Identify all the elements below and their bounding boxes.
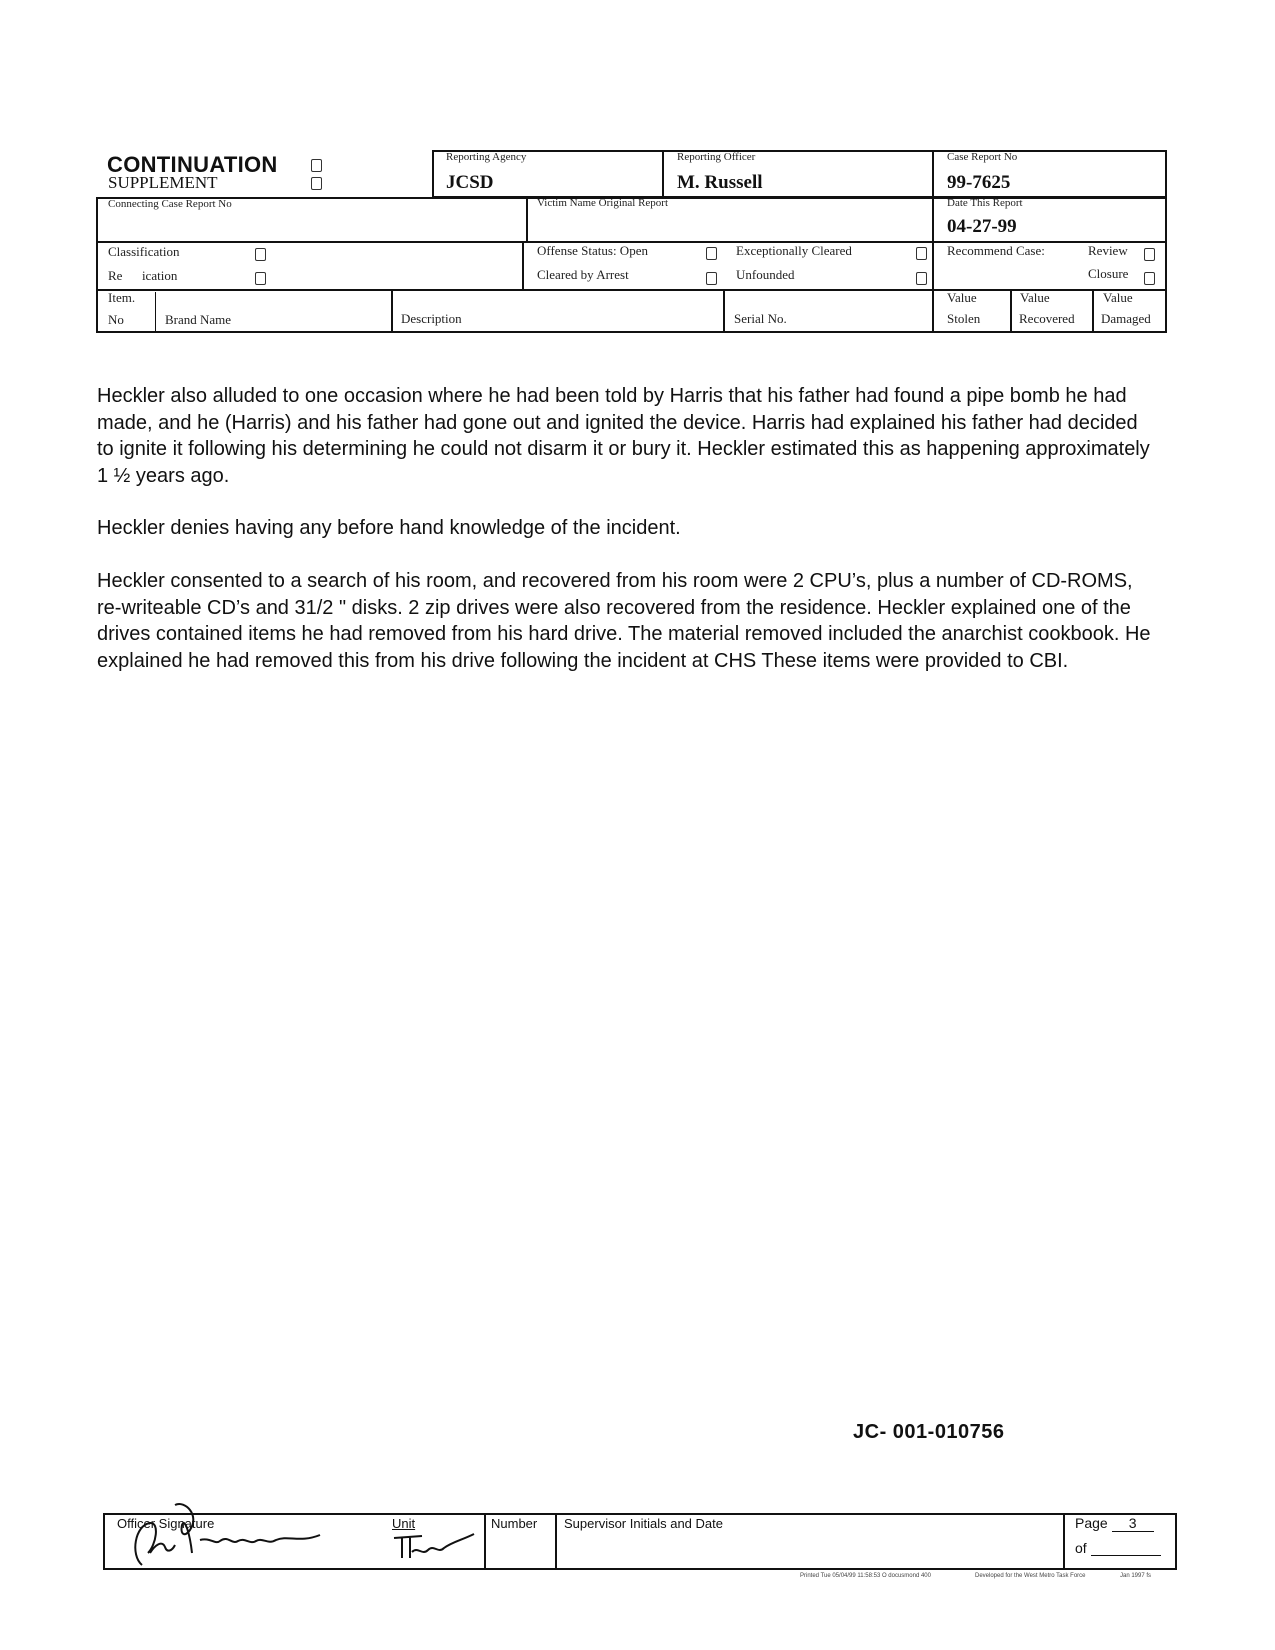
divider [932, 289, 934, 333]
divider [1092, 289, 1094, 333]
value-recovered-header-2: Recovered [1019, 311, 1075, 326]
narrative-paragraph-2 [97, 515, 1157, 542]
divider [96, 289, 1167, 291]
divider [1010, 289, 1012, 333]
closure-label: Closure [1088, 266, 1129, 281]
serial-no-header: Serial No. [734, 311, 787, 326]
unit-handwriting [392, 1530, 482, 1565]
classification-label: Classification [108, 244, 180, 259]
value-damaged-header: Value [1103, 290, 1133, 305]
item-no-header-2: No [108, 312, 124, 327]
cleared-by-arrest-label: Cleared by Arrest [537, 267, 629, 282]
reporting-agency-label: Reporting Agency [446, 151, 527, 163]
value-stolen-header: Value [947, 290, 977, 305]
fine-print-developed: Developed for the West Metro Task Force [975, 1573, 1086, 1579]
page-label-text: Page [1075, 1515, 1108, 1531]
divider [932, 197, 934, 289]
top-row-box [432, 150, 1167, 198]
paragraph-text: Heckler also alluded to one occasion where he had been told by Harris that his father had found a pipe bomb he had made, and he (Harris) and his father had gone out and ignited the device. Harris had explained his father had decided to ignite it following his determining he could not disarm it or bury it. Heckler estimated this as happening approximately 1 ½ years ago. [97, 385, 1150, 487]
form-subtitle: SUPPLEMENT [108, 173, 218, 192]
officer-signature-label: Officer Signature [117, 1516, 215, 1531]
closure-checkbox[interactable] [1144, 272, 1155, 285]
exceptionally-cleared-checkbox[interactable] [916, 247, 927, 260]
bates-number: JC- 001-010756 [853, 1421, 1005, 1443]
review-label: Review [1088, 243, 1128, 258]
item-no-header: Item. [108, 290, 136, 305]
unfounded-label: Unfounded [736, 267, 795, 282]
continuation-checkbox[interactable] [311, 159, 322, 172]
classification-checkbox[interactable] [255, 248, 266, 261]
cleared-by-arrest-checkbox[interactable] [706, 272, 717, 285]
connecting-case-label: Connecting Case Report No [108, 198, 232, 210]
reporting-agency-value: JCSD [446, 172, 494, 193]
fine-print-printed: Printed Tue 05/04/99 11:58:53 O docusmond 400 [800, 1573, 931, 1579]
victim-name-field[interactable] [537, 212, 927, 238]
paragraph-text: Heckler consented to a search of his room, and recovered from his room were 2 CPU’s, plus a number of CD-ROMS, re-writeable CD’s and 31/2 " disks. 2 zip drives were also recovered from the residence. Heckler explained one of the drives contained items he had removed from his hard drive. The material removed included the anarchist cookbook. He explained he had removed this from his drive following the incident at CHS These items were provided to CBI. [97, 570, 1151, 672]
connecting-case-field[interactable] [108, 212, 518, 238]
page-number: 3 [1112, 1515, 1154, 1532]
value-damaged-header-2: Damaged [1101, 311, 1151, 326]
value-recovered-header: Value [1020, 290, 1050, 305]
date-this-report-value: 04-27-99 [947, 216, 1017, 237]
recommend-case-label: Recommend Case: [947, 243, 1045, 258]
offense-open-checkbox[interactable] [706, 247, 717, 260]
description-header: Description [401, 311, 462, 326]
reclassification-checkbox[interactable] [255, 272, 266, 285]
narrative-paragraph-3 [97, 568, 1157, 674]
date-this-report-label: Date This Report [947, 197, 1023, 209]
of-label [1075, 1540, 1161, 1556]
supervisor-initials-label: Supervisor Initials and Date [564, 1516, 723, 1531]
divider [932, 150, 934, 198]
officer-signature [120, 1495, 370, 1575]
reclassification-label: Re ication [108, 268, 178, 283]
brand-name-header: Brand Name [165, 312, 232, 327]
of-label-text: of [1075, 1540, 1087, 1556]
divider [526, 197, 528, 241]
narrative-paragraph-1 [97, 383, 1157, 489]
review-checkbox[interactable] [1144, 248, 1155, 261]
unit-label: Unit [392, 1516, 416, 1531]
reporting-officer-value: M. Russell [677, 172, 763, 193]
paragraph-text: Heckler denies having any before hand knowledge of the incident. [97, 517, 681, 539]
divider [555, 1513, 557, 1570]
divider [1063, 1513, 1065, 1570]
divider [155, 292, 156, 332]
reporting-officer-label: Reporting Officer [677, 151, 756, 163]
page-total-field[interactable] [1091, 1540, 1161, 1556]
page-label [1075, 1515, 1154, 1532]
fine-print-date: Jan 1997 fs [1120, 1573, 1152, 1579]
divider [662, 150, 664, 198]
unfounded-checkbox[interactable] [916, 272, 927, 285]
case-report-no-label: Case Report No [947, 151, 1018, 163]
form-title: CONTINUATION [107, 152, 278, 177]
case-report-no-value: 99-7625 [947, 172, 1011, 193]
divider [391, 289, 393, 333]
divider [484, 1513, 486, 1570]
supplement-checkbox[interactable] [311, 177, 322, 190]
victim-name-label: Victim Name Original Report [537, 197, 669, 209]
number-label: Number [491, 1516, 538, 1531]
divider [522, 241, 524, 289]
offense-status-open-label: Offense Status: Open [537, 243, 648, 258]
divider [723, 289, 725, 333]
exceptionally-cleared-label: Exceptionally Cleared [736, 243, 852, 258]
value-stolen-header-2: Stolen [947, 311, 981, 326]
